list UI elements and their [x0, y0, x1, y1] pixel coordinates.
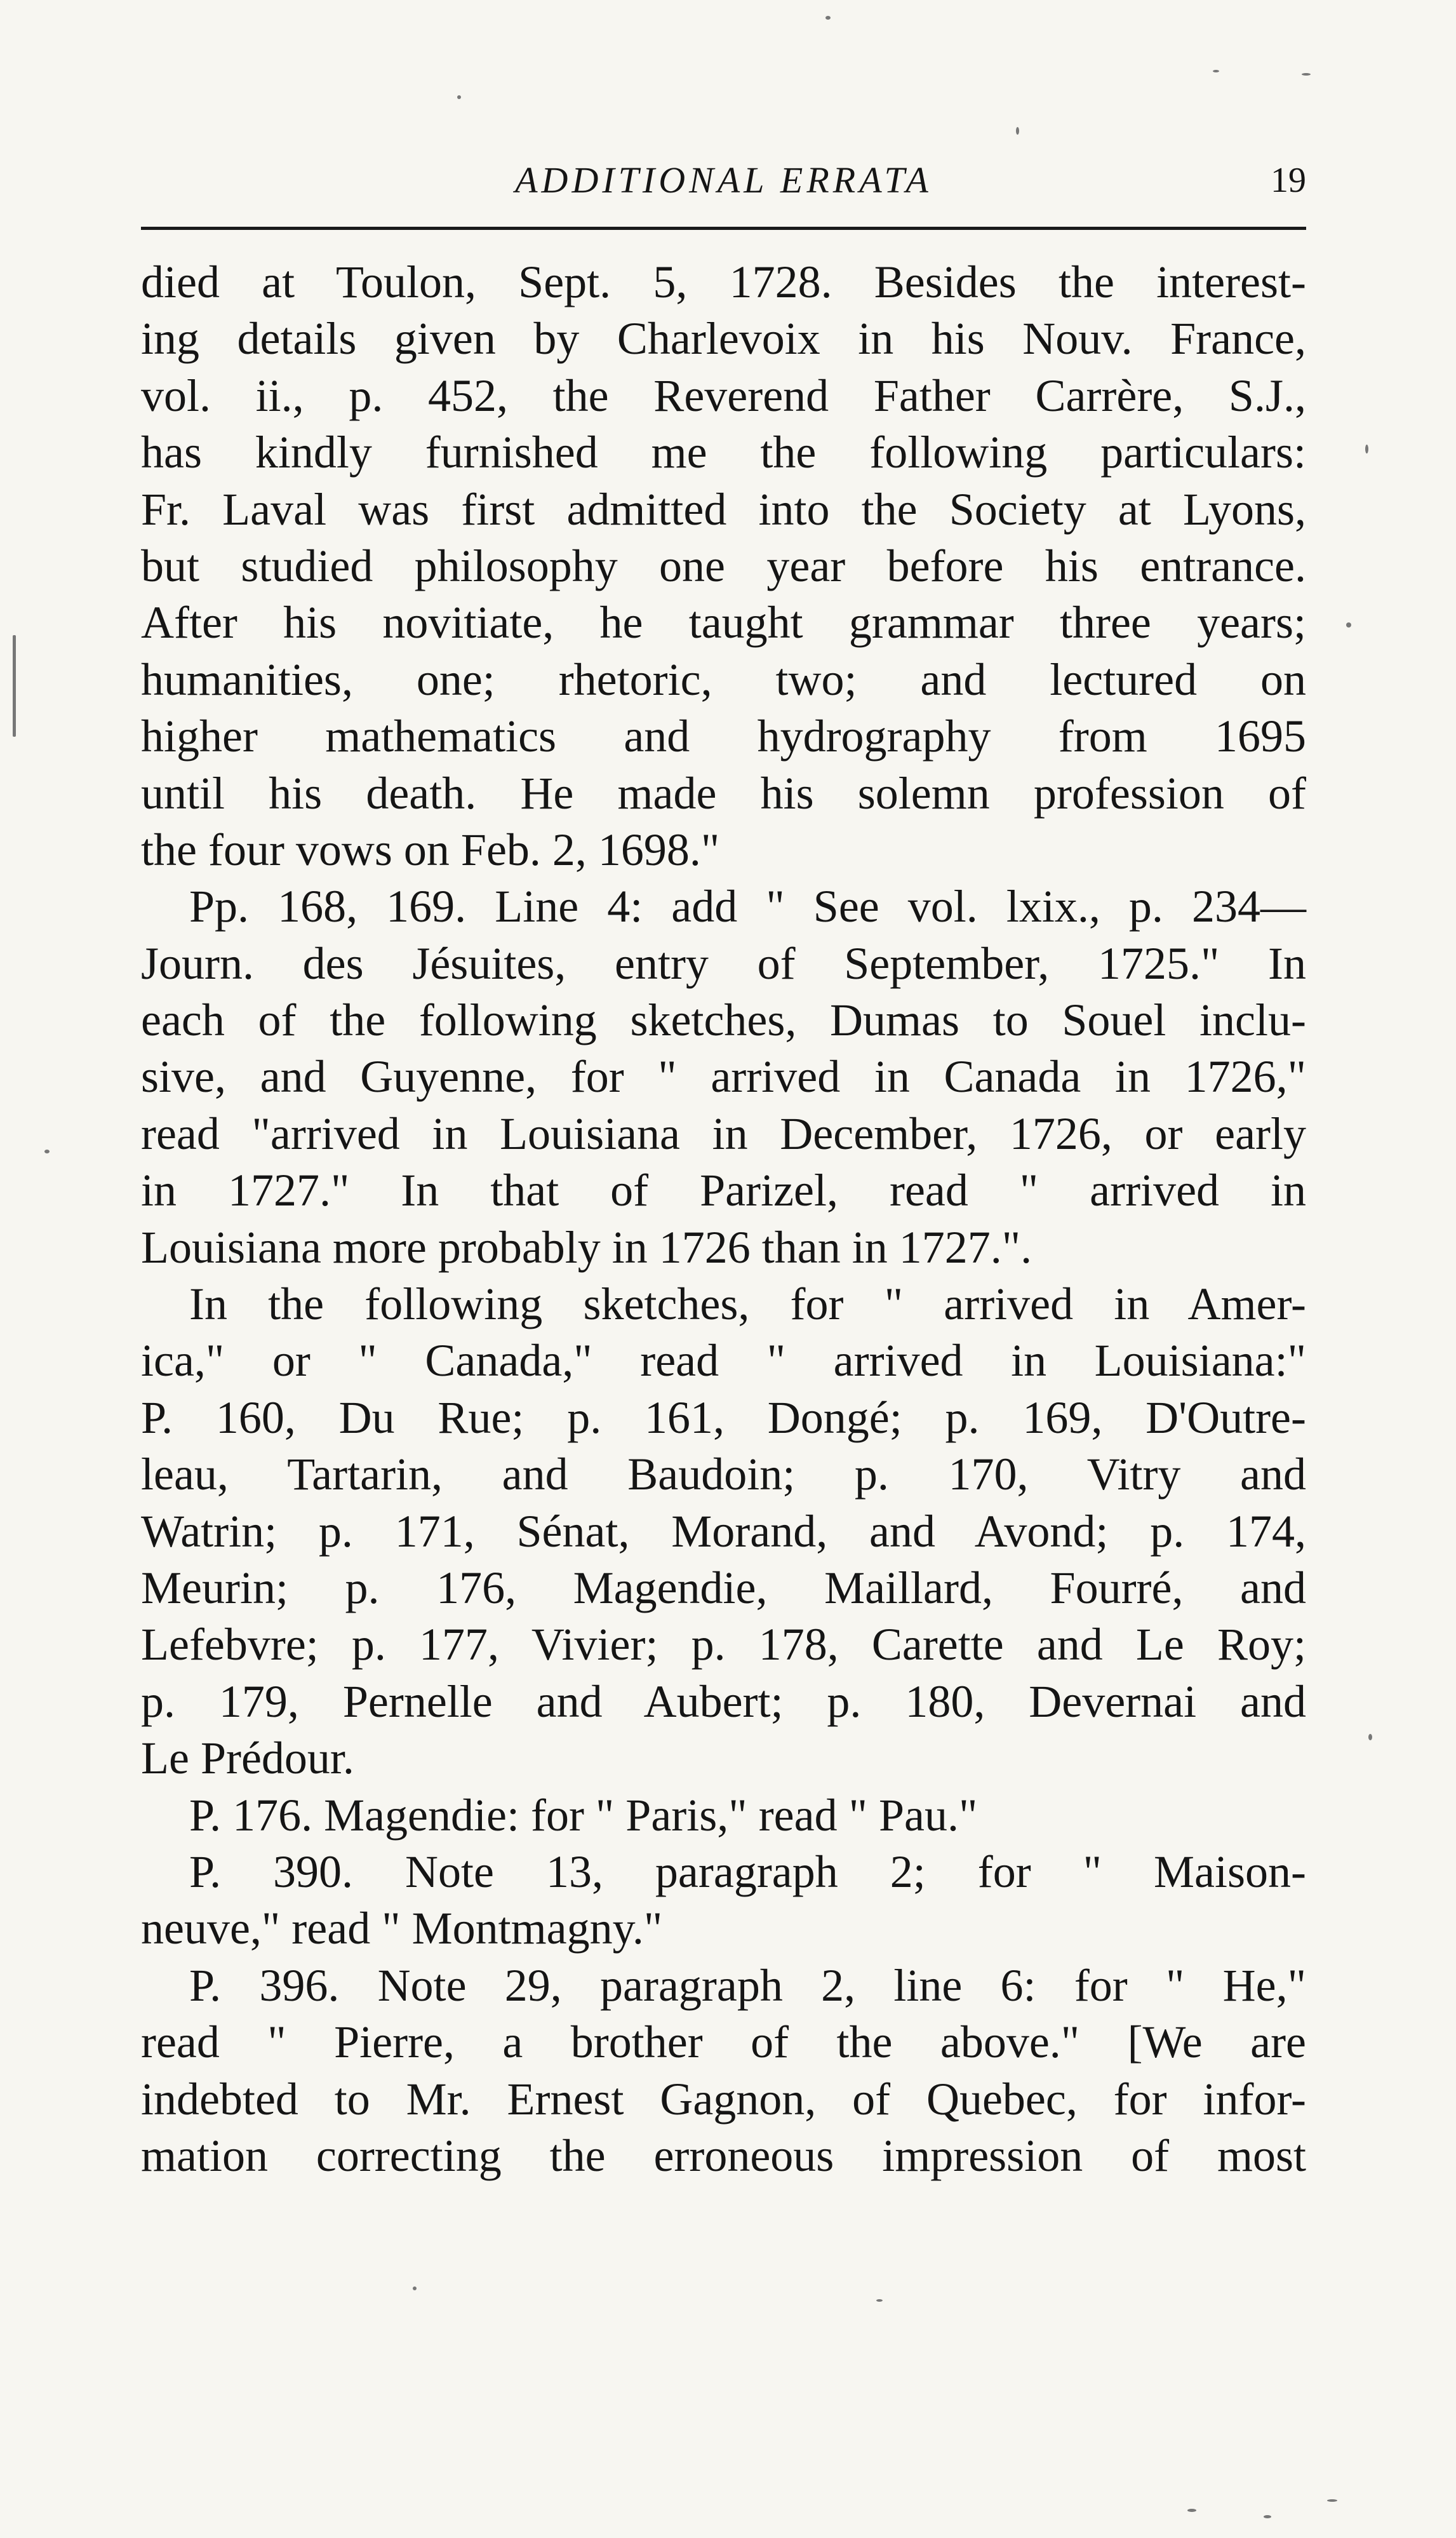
text-line: Watrin; p. 171, Sénat, Morand, and Avond; p. 174,: [141, 1505, 1306, 1557]
errata-body-text: [141, 254, 1306, 2184]
text-line: has kindly furnished me the following particulars:: [141, 427, 1306, 478]
text-line: neuve," read " Montmagny.": [141, 1903, 663, 1954]
text-line: mation correcting the erroneous impression of most: [141, 2130, 1306, 2181]
text-line: Louisiana more probably in 1726 than in 1727.".: [141, 1221, 1032, 1273]
running-head: ADDITIONAL ERRATA: [515, 159, 932, 201]
header-rule: [141, 227, 1306, 230]
text-line: Journ. des Jésuites, entry of September, 1725." In: [141, 937, 1306, 989]
text-line: in 1727." In that of Parizel, read " arrived in: [141, 1165, 1306, 1216]
text-line: P. 176. Magendie: for " Paris," read " Pau.": [189, 1789, 978, 1841]
page-header: [141, 151, 1306, 208]
text-line: In the following sketches, for " arrived in Amer-: [189, 1279, 1306, 1330]
text-line: leau, Tartarin, and Baudoin; p. 170, Vitry and: [141, 1449, 1306, 1500]
text-line: Meurin; p. 176, Magendie, Maillard, Fourré, and: [141, 1562, 1306, 1613]
text-line: vol. ii., p. 452, the Reverend Father Carrère, S.J.,: [141, 370, 1306, 421]
text-line: P. 160, Du Rue; p. 161, Dongé; p. 169, D'Outre-: [141, 1392, 1306, 1443]
text-line: ing details given by Charlevoix in his Nouv. France,: [141, 313, 1306, 365]
text-line: read "arrived in Louisiana in December, 1726, or early: [141, 1108, 1306, 1159]
text-line: P. 390. Note 13, paragraph 2; for " Maison-: [189, 1846, 1306, 1897]
text-line: ica," or " Canada," read " arrived in Louisiana:": [141, 1335, 1306, 1386]
text-line: After his novitiate, he taught grammar three years;: [141, 597, 1306, 648]
text-line: P. 396. Note 29, paragraph 2, line 6: for " He,": [189, 1959, 1306, 2011]
text-line: p. 179, Pernelle and Aubert; p. 180, Devernai and: [141, 1675, 1306, 1727]
text-line: the four vows on Feb. 2, 1698.": [141, 824, 720, 875]
text-line: Lefebvre; p. 177, Vivier; p. 178, Carette and Le Roy;: [141, 1619, 1306, 1670]
page-number: 19: [1271, 161, 1306, 200]
text-line: each of the following sketches, Dumas to Souel inclu-: [141, 995, 1306, 1046]
text-line: until his death. He made his solemn profession of: [141, 767, 1306, 819]
text-line: humanities, one; rhetoric, two; and lectured on: [141, 654, 1306, 705]
text-line: Pp. 168, 169. Line 4: add " See vol. lxix., p. 234—: [189, 881, 1306, 932]
text-line: Fr. Laval was first admitted into the Society at Lyons,: [141, 483, 1306, 535]
text-line: indebted to Mr. Ernest Gagnon, of Quebec, for infor-: [141, 2073, 1306, 2125]
text-line: higher mathematics and hydrography from 1695: [141, 711, 1306, 762]
text-line: sive, and Guyenne, for " arrived in Canada in 1726,": [141, 1051, 1306, 1103]
text-line: Le Prédour.: [141, 1733, 354, 1784]
text-line: died at Toulon, Sept. 5, 1728. Besides the interest-: [141, 257, 1306, 307]
text-line: but studied philosophy one year before his entrance.: [141, 540, 1306, 591]
text-line: read " Pierre, a brother of the above." [We are: [141, 2017, 1306, 2068]
